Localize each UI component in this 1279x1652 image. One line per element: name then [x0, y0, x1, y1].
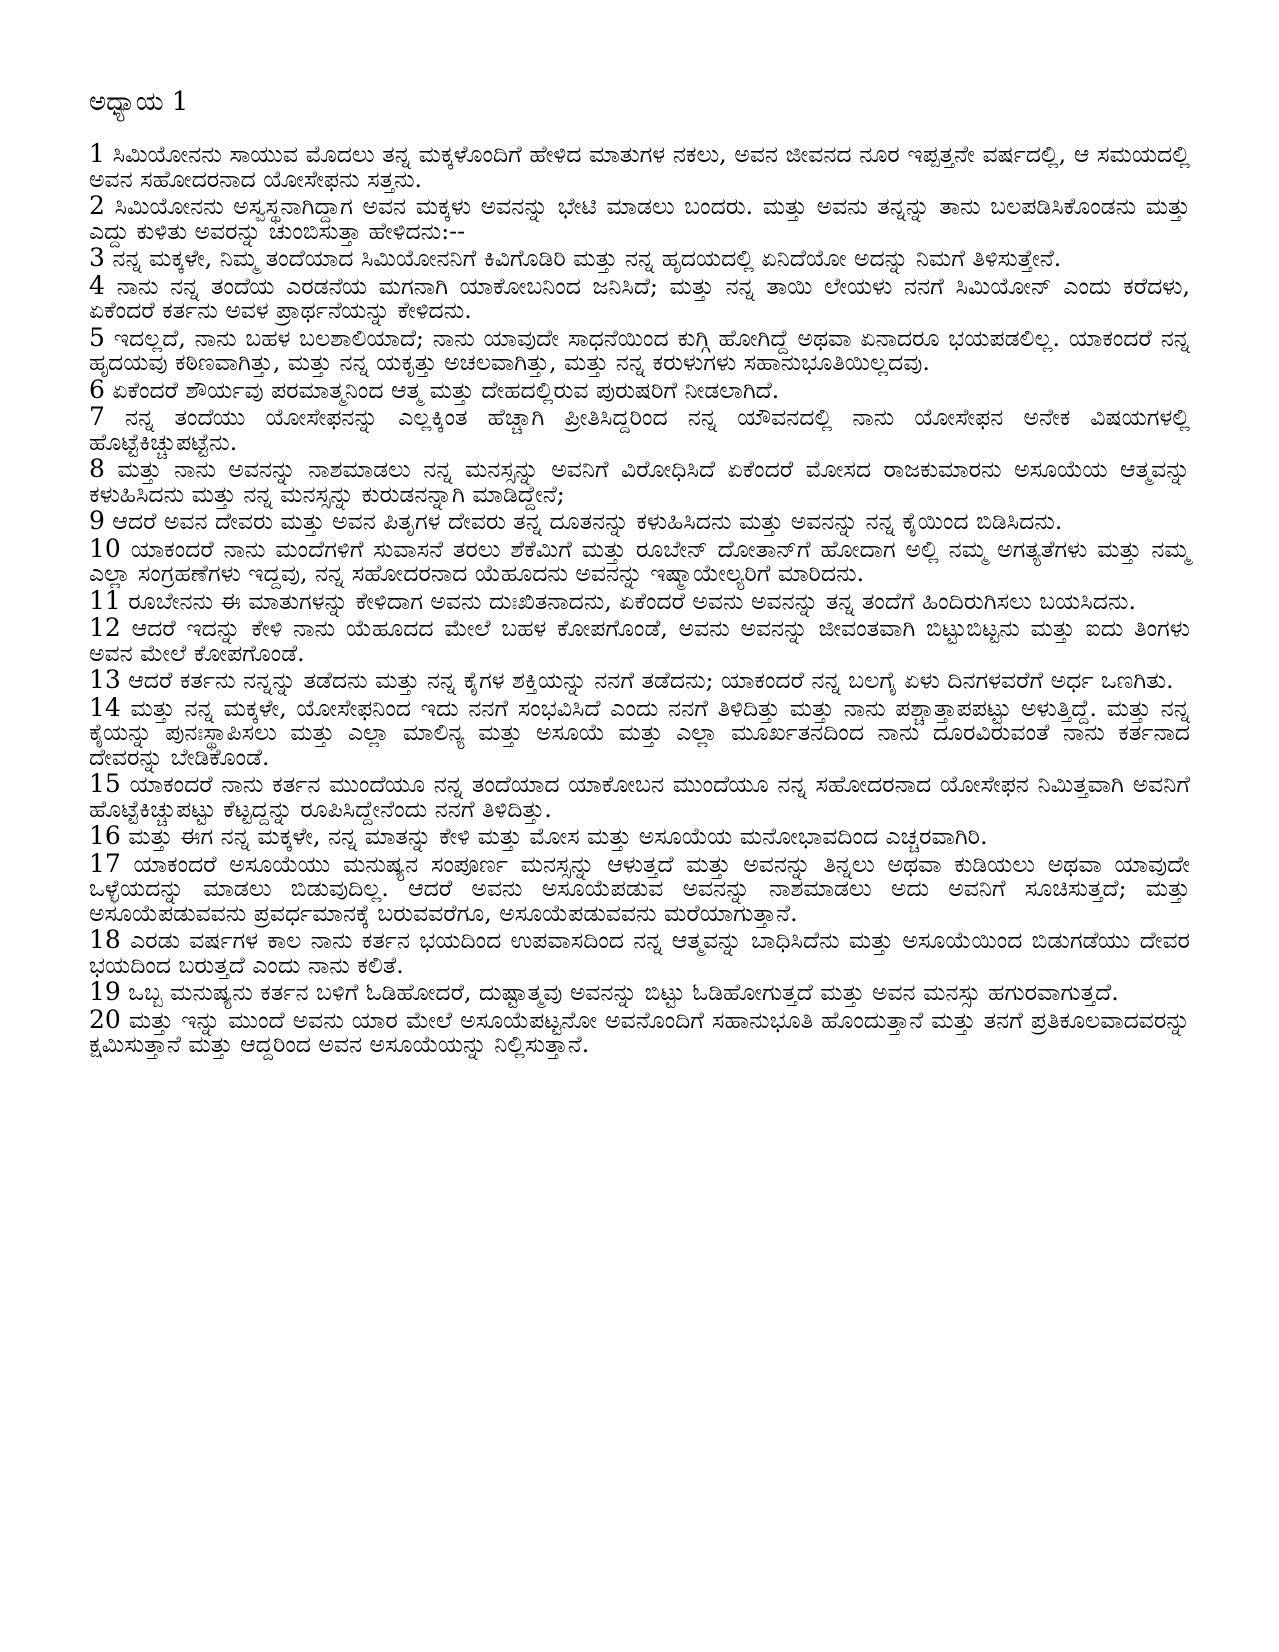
verse-text: ಮತ್ತು ಇನ್ನು ಮುಂದೆ ಅವನು ಯಾರ ಮೇಲೆ ಅಸೂಯೆಪಟ್ಟನೋ ಅವನೊಂದಿಗೆ ಸಹಾನುಭೂತಿ ಹೊಂದುತ್ತಾನೆ ಮತ್ತು ತನಗೆ ಪ್ರತಿಕೂಲವಾದವರನ್ನು ಕ್ಷಮಿಸುತ್ತಾನೆ ಮತ್ತು ಆದ್ದರಿಂದ ಅವನ ಅಸೂಯೆಯನ್ನು ನಿಲ್ಲಿಸುತ್ತಾನೆ. — [89, 1005, 1190, 1058]
verse-number: 16 — [89, 821, 121, 850]
verse — [89, 848, 1190, 927]
verse — [89, 665, 1190, 694]
verse — [89, 821, 1190, 850]
verse-number: 17 — [89, 848, 121, 878]
verse-number: 9 — [89, 506, 105, 535]
verse-text: ನಾನು ನನ್ನ ತಂದೆಯ ಎರಡನೆಯ ಮಗನಾಗಿ ಯಾಕೋಬನಿಂದ ಜನಿಸಿದೆ; ಮತ್ತು ನನ್ನ ತಾಯಿ ಲೇಯಳು ನನಗೆ ಸಿಮಿಯೋನ್ ಎಂದು ಕರೆದಳು, ಏಕೆಂದರೆ ಕರ್ತನು ಅವಳ ಪ್ರಾರ್ಥನೆಯನ್ನು ಕೇಳಿದನು. — [89, 271, 1190, 324]
verse-text: ಯಾಕಂದರೆ ನಾನು ಕರ್ತನ ಮುಂದೆಯೂ ನನ್ನ ತಂದೆಯಾದ ಯಾಕೋಬನ ಮುಂದೆಯೂ ನನ್ನ ಸಹೋದರನಾದ ಯೋಸೇಫನ ನಿಮಿತ್ತವಾಗಿ ಅವನಿಗೆ ಹೊಟ್ಟೆಕಿಚ್ಚುಪಟ್ಟು ಕೆಟ್ಟದ್ದನ್ನು ರೂಪಿಸಿದ್ದೇನೆಂದು ನನಗೆ ತಿಳಿದಿತ್ತು. — [89, 770, 1190, 823]
verse — [89, 191, 1190, 245]
verse-number: 3 — [89, 243, 105, 272]
verse-number: 10 — [89, 533, 121, 563]
chapter-heading: ಅಧ್ಯಾಯ 1 — [89, 87, 189, 117]
verse-number: 18 — [89, 925, 121, 954]
document-page — [89, 86, 1190, 1060]
verse-number: 11 — [89, 585, 121, 615]
verse — [89, 613, 1190, 667]
verse-text: ನನ್ನ ತಂದೆಯು ಯೋಸೇಫನನ್ನು ಎಲ್ಲಕ್ಕಿಂತ ಹೆಚ್ಚಾಗಿ ಪ್ರೀತಿಸಿದ್ದರಿಂದ ನನ್ನ ಯೌವನದಲ್ಲಿ ನಾನು ಯೋಸೇಫನ ಅನೇಕ ವಿಷಯಗಳಲ್ಲಿ ಹೊಟ್ಟೆಕಿಚ್ಚುಪಟ್ಟೆನು. — [89, 403, 1190, 456]
verse — [89, 322, 1190, 376]
verse — [89, 243, 1190, 272]
verse — [89, 977, 1190, 1006]
verse-number: 13 — [89, 665, 121, 694]
verse-text: ಆದರೆ ಇದನ್ನು ಕೇಳಿ ನಾನು ಯೆಹೂದದ ಮೇಲೆ ಬಹಳ ಕೋಪಗೊಂಡೆ, ಅವನು ಅವನನ್ನು ಜೀವಂತವಾಗಿ ಬಿಟ್ಟುಬಿಟ್ಟನು ಮತ್ತು ಐದು ತಿಂಗಳು ಅವನ ಮೇಲೆ ಕೋಪಗೊಂಡೆ. — [89, 614, 1190, 667]
verse — [89, 402, 1190, 456]
verse-text: ಸಿಮಿಯೋನನು ಸಾಯುವ ಮೊದಲು ತನ್ನ ಮಕ್ಕಳೊಂದಿಗೆ ಹೇಳಿದ ಮಾತುಗಳ ನಕಲು, ಅವನ ಜೀವನದ ನೂರ ಇಪ್ಪತ್ತನೇ ವರ್ಷದಲ್ಲಿ, ಆ ಸಮಯದಲ್ಲಿ ಅವನ ಸಹೋದರನಾದ ಯೋಸೇಫನು ಸತ್ತನು. — [89, 140, 1190, 193]
verse-text: ನನ್ನ ಮಕ್ಕಳೇ, ನಿಮ್ಮ ತಂದೆಯಾದ ಸಿಮಿಯೋನನಿಗೆ ಕಿವಿಗೊಡಿರಿ ಮತ್ತು ನನ್ನ ಹೃದಯದಲ್ಲಿ ಏನಿದೆಯೋ ಅದನ್ನು ನಿಮಗೆ ತಿಳಿಸುತ್ತೇನೆ. — [112, 244, 1062, 272]
verse-number: 7 — [89, 402, 105, 431]
verse-text: ಯಾಕಂದರೆ ನಾನು ಮಂದೆಗಳಿಗೆ ಸುವಾಸನೆ ತರಲು ಶೆಕೆಮಿಗೆ ಮತ್ತು ರೂಬೇನ್ ದೋತಾನ್‌ಗೆ ಹೋದಾಗ ಅಲ್ಲಿ ನಮ್ಮ ಅಗತ್ಯತೆಗಳು ಮತ್ತು ನಮ್ಮ ಎಲ್ಲಾ ಸಂಗ್ರಹಣೆಗಳು ಇದ್ದವು, ನನ್ನ ಸಹೋದರನಾದ ಯೆಹೂದನು ಅವನನ್ನು ಇಷ್ಮಾಯೇಲ್ಯರಿಗೆ ಮಾರಿದನು. — [89, 534, 1190, 587]
verse-text: ಇದಲ್ಲದೆ, ನಾನು ಬಹಳ ಬಲಶಾಲಿಯಾದೆ; ನಾನು ಯಾವುದೇ ಸಾಧನೆಯಿಂದ ಕುಗ್ಗಿ ಹೋಗಿದ್ದೆ ಅಥವಾ ಏನಾದರೂ ಭಯಪಡಲಿಲ್ಲ. ಯಾಕಂದರೆ ನನ್ನ ಹೃದಯವು ಕಠಿಣವಾಗಿತ್ತು, ಮತ್ತು ನನ್ನ ಯಕೃತ್ತು ಅಚಲವಾಗಿತ್ತು, ಮತ್ತು ನನ್ನ ಕರುಳುಗಳು ಸಹಾನುಭೂತಿಯಿಲ್ಲದವು. — [89, 323, 1190, 376]
verse-text: ಮತ್ತು ನಾನು ಅವನನ್ನು ನಾಶಮಾಡಲು ನನ್ನ ಮನಸ್ಸನ್ನು ಅವನಿಗೆ ವಿರೋಧಿಸಿದೆ ಏಕೆಂದರೆ ಮೋಸದ ರಾಜಕುಮಾರನು ಅಸೂಯೆಯ ಆತ್ಮವನ್ನು ಕಳುಹಿಸಿದನು ಮತ್ತು ನನ್ನ ಮನಸ್ಸನ್ನು ಕುರುಡನನ್ನಾಗಿ ಮಾಡಿದ್ದೇನೆ; — [89, 455, 1190, 508]
verse — [89, 270, 1190, 324]
verse-text: ಒಬ್ಬ ಮನುಷ್ಯನು ಕರ್ತನ ಬಳಿಗೆ ಓಡಿಹೋದರೆ, ದುಷ್ಟಾತ್ಮವು ಅವನನ್ನು ಬಿಟ್ಟು ಓಡಿಹೋಗುತ್ತದೆ ಮತ್ತು ಅವನ ಮನಸ್ಸು ಹಗುರವಾಗುತ್ತದೆ. — [128, 978, 1119, 1006]
verse-text: ಏಕೆಂದರೆ ಶೌರ್ಯವು ಪರಮಾತ್ಮನಿಂದ ಆತ್ಮ ಮತ್ತು ದೇಹದಲ್ಲಿರುವ ಪುರುಷರಿಗೆ ನೀಡಲಾಗಿದೆ. — [112, 375, 780, 404]
verse-text: ಯಾಕಂದರೆ ಅಸೂಯೆಯು ಮನುಷ್ಯನ ಸಂಪೂರ್ಣ ಮನಸ್ಸನ್ನು ಆಳುತ್ತದೆ ಮತ್ತು ಅವನನ್ನು ತಿನ್ನಲು ಅಥವಾ ಕುಡಿಯಲು ಅಥವಾ ಯಾವುದೇ ಒಳ್ಳೆಯದನ್ನು ಮಾಡಲು ಬಿಡುವುದಿಲ್ಲ. ಆದರೆ ಅವನು ಅಸೂಯೆಪಡುವ ಅವನನ್ನು ನಾಶಮಾಡಲು ಅದು ಅವನಿಗೆ ಸೂಚಿಸುತ್ತದೆ; ಮತ್ತು ಅಸೂಯೆಪಡುವವನು ಪ್ರವರ್ಧಮಾನಕ್ಕೆ ಬರುವವರೆಗೂ, ಅಸೂಯೆಪಡುವವನು ಮರೆಯಾಗುತ್ತಾನೆ. — [89, 849, 1190, 927]
verse-number: 8 — [89, 454, 105, 483]
verse-number: 4 — [89, 270, 105, 300]
verse — [89, 1004, 1190, 1058]
verse-number: 14 — [89, 692, 121, 722]
verse — [89, 585, 1190, 615]
verse-text: ಆದರೆ ಕರ್ತನು ನನ್ನನ್ನು ತಡೆದನು ಮತ್ತು ನನ್ನ ಕೈಗಳ ಶಕ್ತಿಯನ್ನು ನನಗೆ ತಡೆದನು; ಯಾಕಂದರೆ ನನ್ನ ಬಲಗೈ ಏಳು ದಿನಗಳವರೆಗೆ ಅರ್ಧ ಒಣಗಿತು. — [128, 666, 1174, 694]
verse-number: 5 — [89, 322, 105, 352]
verse-text: ರೂಬೇನನು ಈ ಮಾತುಗಳನ್ನು ಕೇಳಿದಾಗ ಅವನು ದುಃಖಿತನಾದನು, ಏಕೆಂದರೆ ಅವನು ಅವನನ್ನು ತನ್ನ ತಂದೆಗೆ ಹಿಂದಿರುಗಿಸಲು ಬಯಸಿದನು. — [128, 586, 1136, 615]
verse-number: 12 — [89, 613, 121, 642]
verse-number: 20 — [89, 1004, 121, 1034]
verse-number: 6 — [89, 374, 105, 404]
verse-text: ಸಿಮಿಯೋನನು ಅಸ್ವಸ್ಥನಾಗಿದ್ದಾಗ ಅವನ ಮಕ್ಕಳು ಅವನನ್ನು ಭೇಟಿ ಮಾಡಲು ಬಂದರು. ಮತ್ತು ಅವನು ತನ್ನನ್ನು ತಾನು ಬಲಪಡಿಸಿಕೊಂಡನು ಮತ್ತು ಎದ್ದು ಕುಳಿತು ಅವರನ್ನು ಚುಂಬಿಸುತ್ತಾ ಹೇಳಿದನು:-- — [89, 192, 1190, 245]
verse — [89, 506, 1190, 535]
verse — [89, 769, 1190, 823]
verse — [89, 925, 1190, 979]
verse-text: ಆದರೆ ಅವನ ದೇವರು ಮತ್ತು ಅವನ ಪಿತೃಗಳ ದೇವರು ತನ್ನ ದೂತನನ್ನು ಕಳುಹಿಸಿದನು ಮತ್ತು ಅವನನ್ನು ನನ್ನ ಕೈಯಿಂದ ಬಿಡಿಸಿದನು. — [112, 507, 1063, 535]
verse — [89, 533, 1190, 587]
verse-text: ಮತ್ತು ನನ್ನ ಮಕ್ಕಳೇ, ಯೋಸೇಫನಿಂದ ಇದು ನನಗೆ ಸಂಭವಿಸಿದೆ ಎಂದು ನನಗೆ ತಿಳಿದಿತ್ತು ಮತ್ತು ನಾನು ಪಶ್ಚಾತ್ತಾಪಪಟ್ಟು ಅಳುತ್ತಿದ್ದೆ. ಮತ್ತು ನನ್ನ ಕೈಯನ್ನು ಪುನಃಸ್ಥಾಪಿಸಲು ಮತ್ತು ಎಲ್ಲಾ ಮಾಲಿನ್ಯ ಮತ್ತು ಅಸೂಯೆ ಮತ್ತು ಎಲ್ಲಾ ಮೂರ್ಖತನದಿಂದ ನಾನು ದೂರವಿರುವಂತೆ ನಾನು ಕರ್ತನಾದ ದೇವರನ್ನು ಬೇಡಿಕೊಂಡೆ. — [89, 693, 1190, 771]
verse-number: 15 — [89, 769, 121, 798]
verse — [89, 374, 1190, 404]
verse-number: 19 — [89, 977, 121, 1006]
verse-number: 2 — [89, 191, 105, 220]
verse — [89, 692, 1190, 771]
verse — [89, 454, 1190, 508]
verse-text: ಎರಡು ವರ್ಷಗಳ ಕಾಲ ನಾನು ಕರ್ತನ ಭಯದಿಂದ ಉಪವಾಸದಿಂದ ನನ್ನ ಆತ್ಮವನ್ನು ಬಾಧಿಸಿದೆನು ಮತ್ತು ಅಸೂಯೆಯಿಂದ ಬಿಡುಗಡೆಯು ದೇವರ ಭಯದಿಂದ ಬರುತ್ತದೆ ಎಂದು ನಾನು ಕಲಿತೆ. — [89, 926, 1190, 979]
verse-list — [89, 139, 1190, 1058]
verse-number: 1 — [89, 139, 105, 168]
verse — [89, 139, 1190, 193]
verse-text: ಮತ್ತು ಈಗ ನನ್ನ ಮಕ್ಕಳೇ, ನನ್ನ ಮಾತನ್ನು ಕೇಳಿ ಮತ್ತು ಮೋಸ ಮತ್ತು ಅಸೂಯೆಯ ಮನೋಭಾವದಿಂದ ಎಚ್ಚರವಾಗಿರಿ. — [128, 822, 988, 850]
